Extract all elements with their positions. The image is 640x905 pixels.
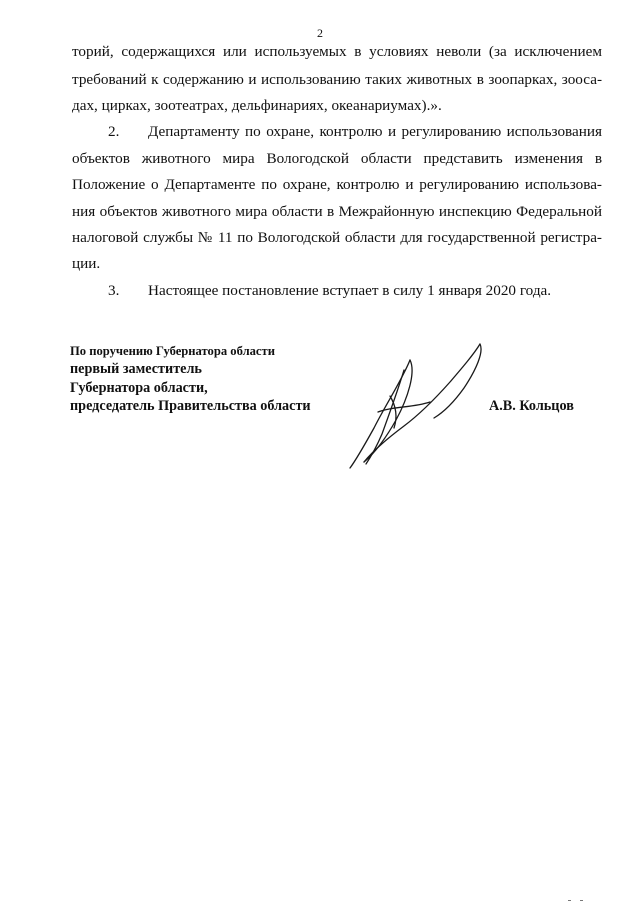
text-line: налоговой службы № 11 по Вологодской области для государственной регистра- <box>72 229 602 246</box>
text-line: ции. <box>72 255 101 272</box>
text-line: объектов животного мира Вологодской области представить изменения в <box>72 150 602 167</box>
scan-speck <box>568 900 571 901</box>
signature-title-line: первый заместитель <box>70 361 202 377</box>
text-line: дах, цирках, зоотеатрах, дельфинариях, океанариумах).». <box>72 97 442 114</box>
page-number: 2 <box>317 26 323 40</box>
paragraph-number: 3. <box>108 282 120 299</box>
text-line: ния объектов животного мира области в Межрайонную инспекцию Федеральной <box>72 203 602 220</box>
text-line: торий, содержащихся или используемых в условиях неволи (за исключением <box>72 43 602 60</box>
text-line: Положение о Департаменте по охране, контролю и регулированию использова- <box>72 176 602 193</box>
paragraph-first-line <box>72 282 602 300</box>
signatory-name: А.В. Кольцов <box>489 398 574 414</box>
text-line: Настоящее постановление вступает в силу 1 января 2020 года. <box>148 282 552 299</box>
paragraph-number: 2. <box>108 123 120 140</box>
handwritten-signature <box>338 342 488 474</box>
paragraph-first-line <box>72 123 602 141</box>
text-line: требований к содержанию и использованию таких животных в зоопарках, зооса- <box>72 71 602 88</box>
text-line: Департаменту по охране, контролю и регулированию использования <box>148 123 602 140</box>
scan-speck <box>580 900 583 901</box>
signature-title-line: По поручению Губернатора области <box>70 344 275 358</box>
signature-title-line: председатель Правительства области <box>70 398 311 414</box>
signature-title-line: Губернатора области, <box>70 380 208 396</box>
